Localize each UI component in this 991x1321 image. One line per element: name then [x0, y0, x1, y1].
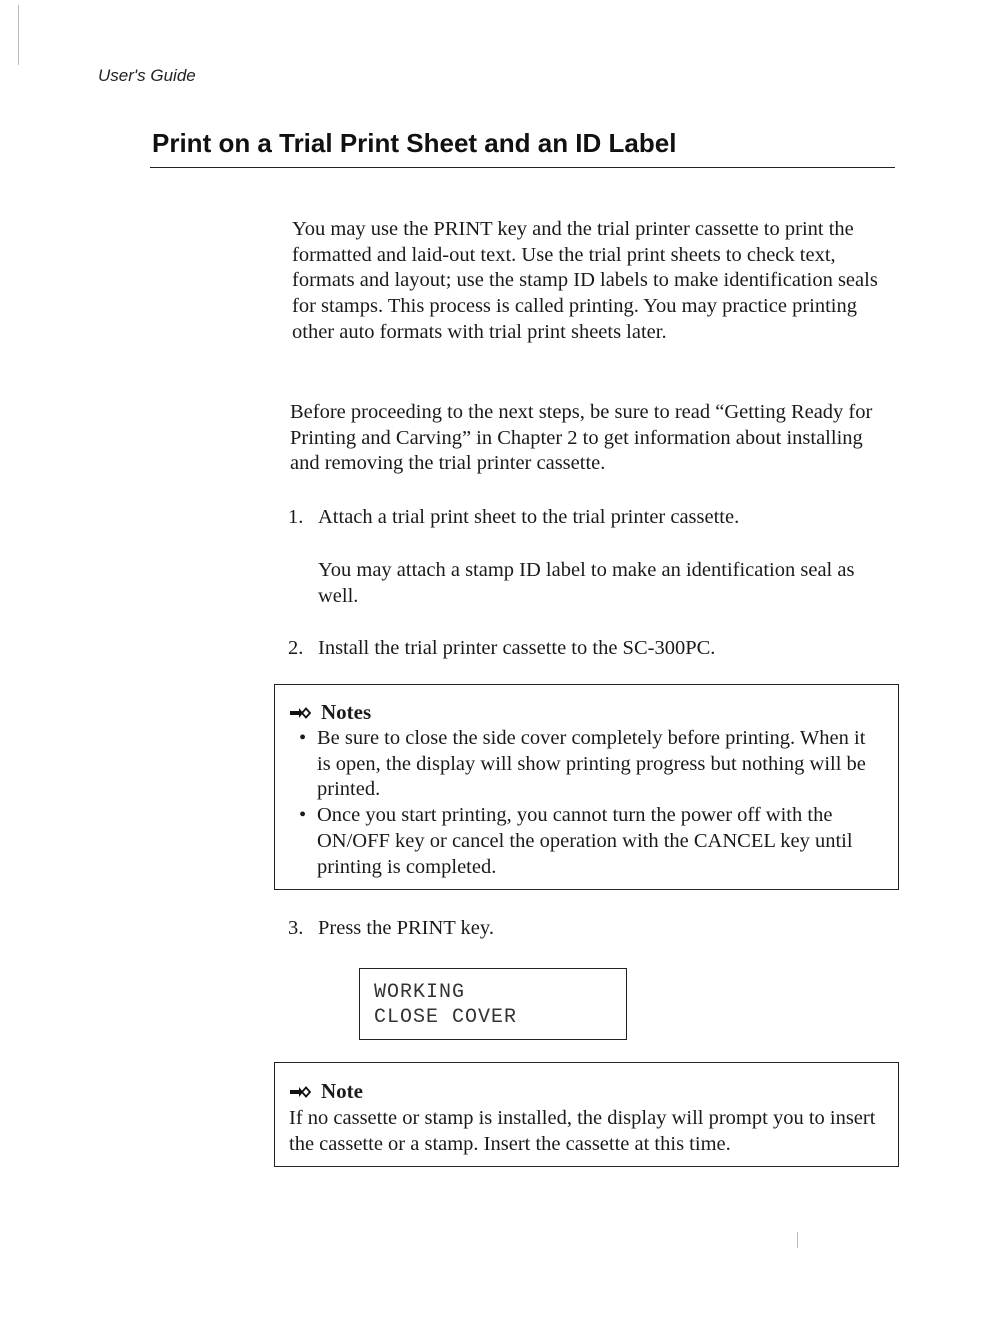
section-title: Print on a Trial Print Sheet and an ID Label — [152, 128, 677, 158]
step-text: Press the PRINT key. — [318, 917, 494, 939]
step-1-detail: You may attach a stamp ID label to make an identification seal as well. — [318, 559, 855, 607]
bullet-icon: • — [299, 727, 307, 749]
prerequisite-paragraph: Before proceeding to the next steps, be sure to read “Getting Ready for Printing and Carving” in Chapter 2 to get information about installing and removing the trial printer cassette. — [290, 401, 873, 475]
notes-heading — [289, 700, 371, 725]
list-item — [299, 726, 879, 803]
step-1 — [288, 505, 888, 531]
note-box — [274, 1062, 899, 1167]
notes-heading-label: Notes — [321, 700, 372, 724]
step-number: 2. — [288, 637, 304, 659]
note-item-text: Once you start printing, you cannot turn the power off with the ON/OFF key or cancel the operation with the CANCEL key until printing is completed. — [317, 804, 853, 878]
step-number: 1. — [288, 506, 304, 528]
note-heading-label: Note — [321, 1079, 363, 1103]
step-text: Attach a trial print sheet to the trial printer cassette. — [318, 506, 740, 528]
intro-paragraph: You may use the PRINT key and the trial printer cassette to print the formatted and laid-out text. Use the trial print sheets to check text, formats and layout; use the stamp ID labels to make identification seals for stamps. This process is called printing. You may practice printing other auto formats with trial print sheets later. — [292, 218, 878, 343]
lcd-line-1: WORKING — [374, 981, 466, 1004]
note-arrow-icon — [289, 1085, 311, 1099]
note-arrow-icon — [289, 706, 311, 720]
running-head: User's Guide — [98, 66, 196, 85]
step-text: Install the trial printer cassette to the SC-300PC. — [318, 637, 716, 659]
step-number: 3. — [288, 917, 304, 939]
scan-edge-mark — [18, 5, 19, 65]
title-underline — [150, 167, 895, 168]
bullet-icon: • — [299, 804, 307, 827]
notes-box — [274, 684, 899, 890]
note-heading — [289, 1079, 363, 1104]
note-item-text: Be sure to close the side cover completely before printing. When it is open, the display will show printing progress but nothing will be printed. — [317, 727, 866, 801]
step-3 — [288, 916, 888, 942]
list-item — [299, 803, 879, 880]
step-2 — [288, 636, 888, 662]
lcd-display — [359, 968, 627, 1040]
note-text: If no cassette or stamp is installed, the display will prompt you to insert the cassette or a stamp. Insert the cassette at this time. — [289, 1107, 876, 1155]
notes-list — [299, 726, 879, 880]
lcd-line-2: CLOSE COVER — [374, 1006, 518, 1029]
scan-edge-mark — [797, 1232, 798, 1248]
